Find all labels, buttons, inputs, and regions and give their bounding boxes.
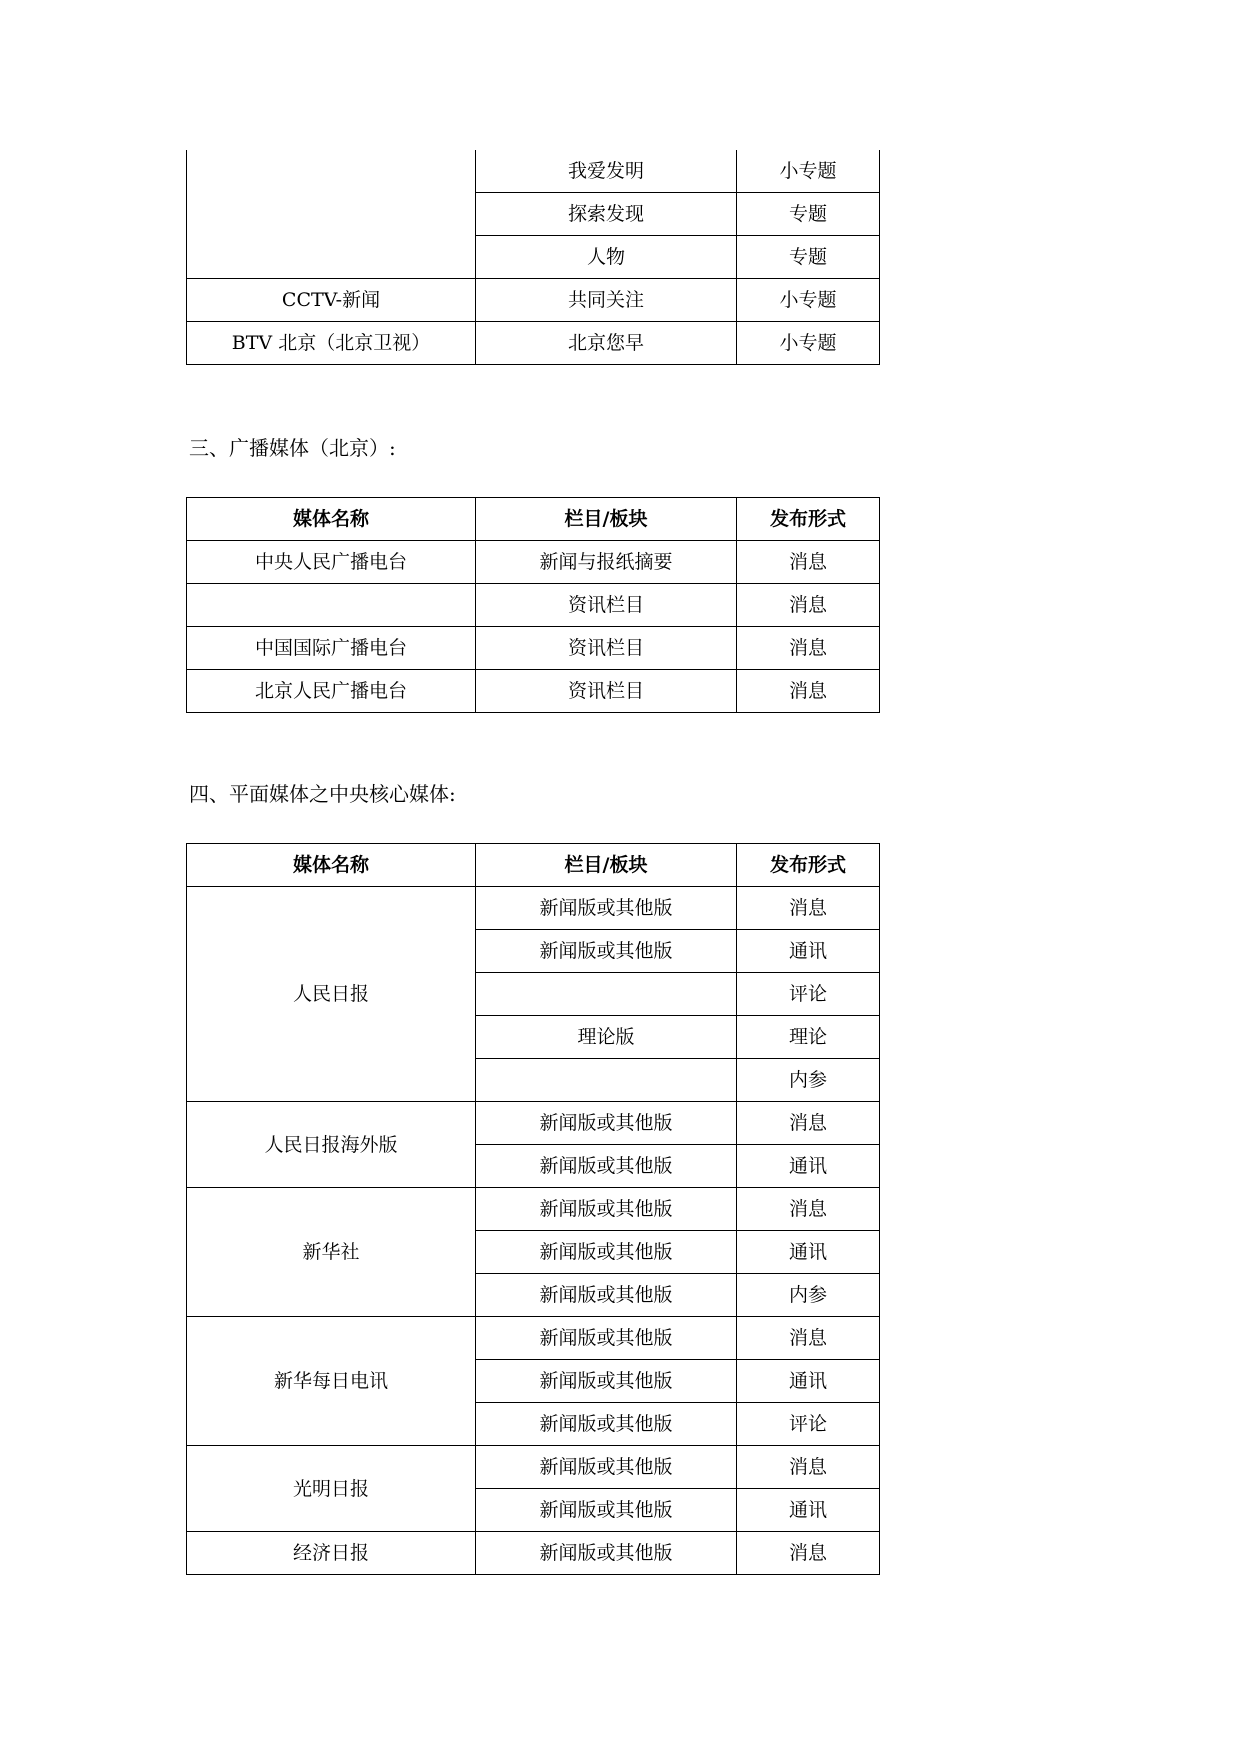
form-cell: 小专题 [737,322,880,365]
column-cell: 新闻版或其他版 [476,887,737,930]
column-cell: 我爱发明 [476,150,737,193]
form-cell: 专题 [737,193,880,236]
column-cell: 新闻版或其他版 [476,1188,737,1231]
column-cell: 共同关注 [476,279,737,322]
form-cell: 消息 [737,1188,880,1231]
table-row [187,1102,880,1145]
column-cell: 新闻版或其他版 [476,1403,737,1446]
table-row [187,541,880,584]
form-header: 发布形式 [737,844,880,887]
column-cell: 资讯栏目 [476,627,737,670]
media-name-header: 媒体名称 [187,498,476,541]
column-header: 栏目/板块 [476,844,737,887]
media-name-cell: CCTV-新闻 [187,279,476,322]
table-row [187,1446,880,1489]
table-row [187,627,880,670]
column-cell: 新闻版或其他版 [476,1317,737,1360]
column-cell [476,973,737,1016]
media-name-cell: 人民日报 [187,887,476,1102]
column-cell: 资讯栏目 [476,584,737,627]
table-row [187,150,880,193]
column-cell: 新闻与报纸摘要 [476,541,737,584]
column-cell: 理论版 [476,1016,737,1059]
table-row [187,670,880,713]
table-row [187,279,880,322]
radio-section-heading: 三、广播媒体（北京）: [189,436,396,460]
form-cell: 通讯 [737,1145,880,1188]
table-row [187,584,880,627]
form-cell: 评论 [737,1403,880,1446]
column-cell: 新闻版或其他版 [476,1274,737,1317]
column-cell: 新闻版或其他版 [476,1446,737,1489]
media-name-cell: 新华社 [187,1188,476,1317]
column-cell: 探索发现 [476,193,737,236]
form-cell: 消息 [737,541,880,584]
form-header: 发布形式 [737,498,880,541]
media-name-cell: 中国国际广播电台 [187,627,476,670]
column-cell: 北京您早 [476,322,737,365]
form-cell: 消息 [737,584,880,627]
media-name-cell: 北京人民广播电台 [187,670,476,713]
form-cell: 消息 [737,887,880,930]
form-cell: 消息 [737,1102,880,1145]
form-cell: 小专题 [737,150,880,193]
column-cell: 新闻版或其他版 [476,1489,737,1532]
media-name-cell [187,150,476,279]
form-cell: 通讯 [737,1231,880,1274]
table-row [187,887,880,930]
column-cell: 新闻版或其他版 [476,1532,737,1575]
column-cell: 新闻版或其他版 [476,1360,737,1403]
form-cell: 专题 [737,236,880,279]
column-cell: 新闻版或其他版 [476,1231,737,1274]
table-row [187,322,880,365]
print-media-table [186,843,880,1575]
table-header-row [187,498,880,541]
form-cell: 消息 [737,627,880,670]
form-cell: 消息 [737,1446,880,1489]
form-cell: 评论 [737,973,880,1016]
column-cell: 新闻版或其他版 [476,1102,737,1145]
form-cell: 内参 [737,1274,880,1317]
form-cell: 理论 [737,1016,880,1059]
media-name-header: 媒体名称 [187,844,476,887]
table-header-row [187,844,880,887]
column-cell [476,1059,737,1102]
media-name-cell [187,584,476,627]
form-cell: 消息 [737,1317,880,1360]
table-row [187,1188,880,1231]
tv-media-table-continued [186,150,880,365]
media-name-cell: BTV 北京（北京卫视） [187,322,476,365]
form-cell: 消息 [737,670,880,713]
column-cell: 新闻版或其他版 [476,1145,737,1188]
form-cell: 通讯 [737,930,880,973]
radio-media-table [186,497,880,713]
form-cell: 小专题 [737,279,880,322]
column-cell: 资讯栏目 [476,670,737,713]
form-cell: 消息 [737,1532,880,1575]
print-section-heading: 四、平面媒体之中央核心媒体: [189,782,456,806]
table-row [187,1317,880,1360]
media-name-cell: 人民日报海外版 [187,1102,476,1188]
form-cell: 通讯 [737,1489,880,1532]
media-name-cell: 经济日报 [187,1532,476,1575]
column-header: 栏目/板块 [476,498,737,541]
form-cell: 通讯 [737,1360,880,1403]
table-row [187,1532,880,1575]
form-cell: 内参 [737,1059,880,1102]
column-cell: 人物 [476,236,737,279]
media-name-cell: 中央人民广播电台 [187,541,476,584]
media-name-cell: 光明日报 [187,1446,476,1532]
media-name-cell: 新华每日电讯 [187,1317,476,1446]
column-cell: 新闻版或其他版 [476,930,737,973]
